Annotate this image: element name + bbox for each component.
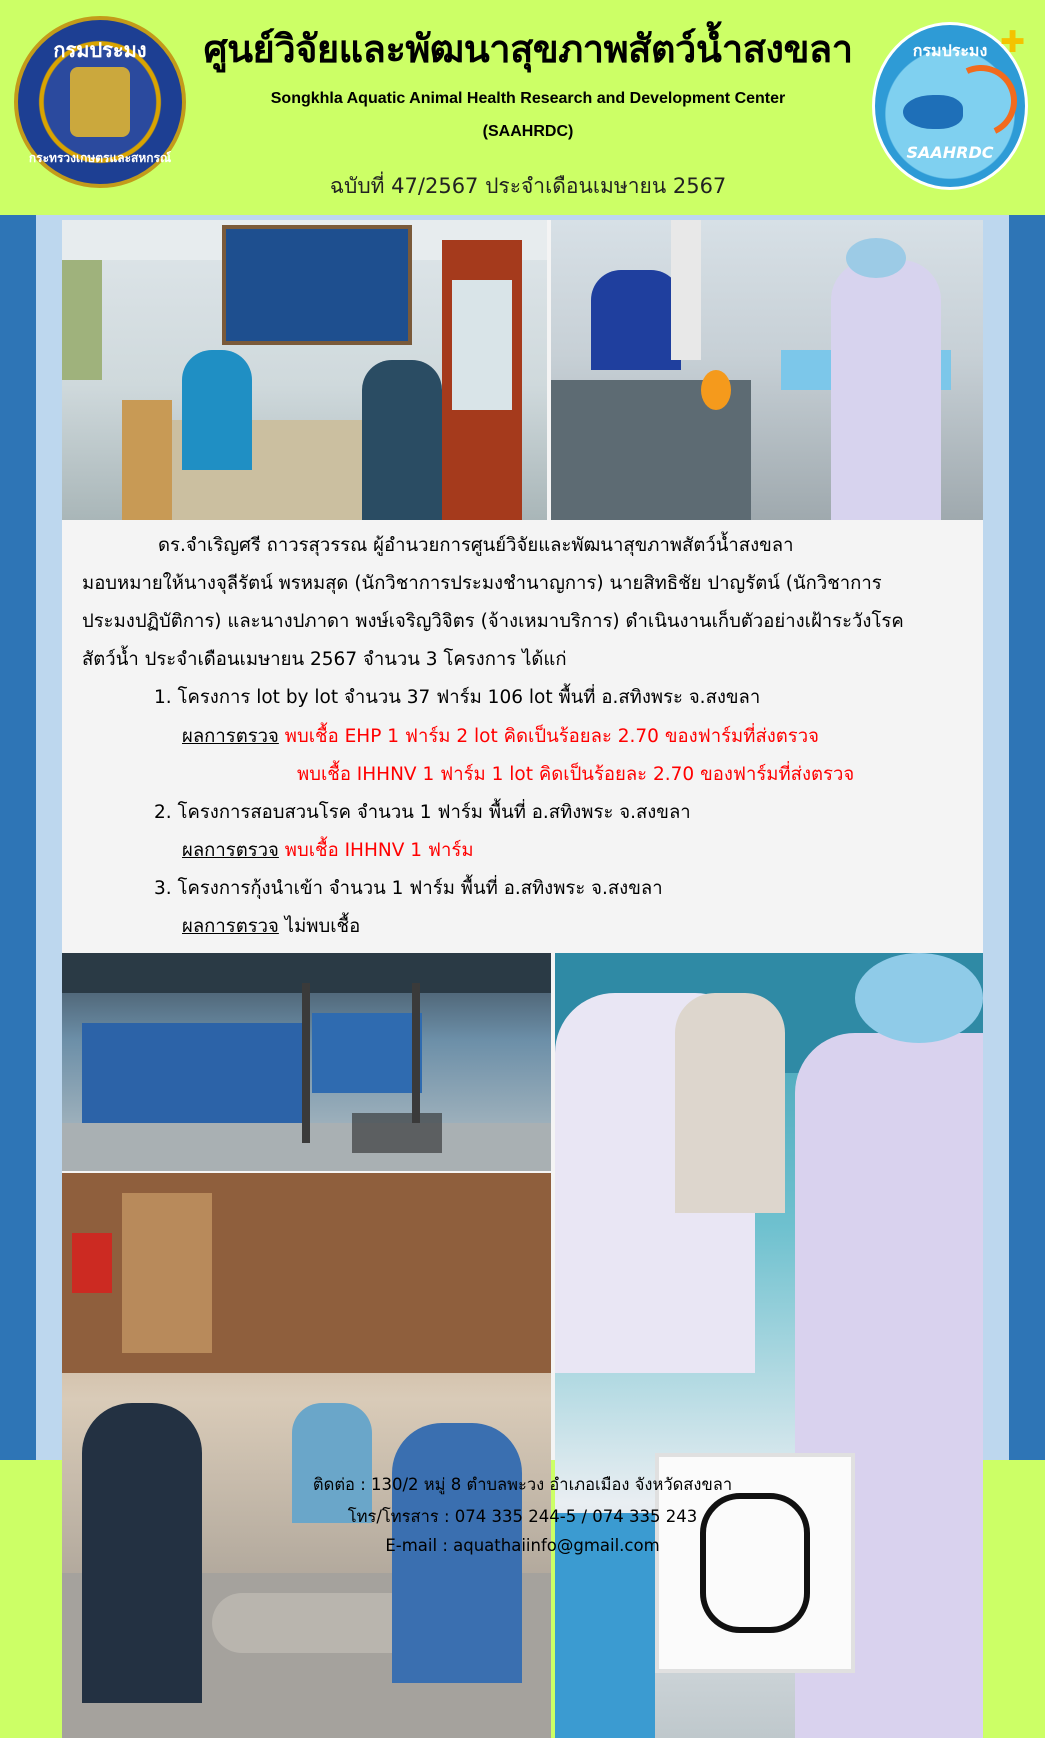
paragraph-line-3: ประมงปฏิบัติการ) และนางปภาดา พงษ์เจริญวิจิตร (จ้างเหมาบริการ) ดำเนินงานเก็บตัวอย่างเฝ้าระวังโรค bbox=[82, 611, 904, 632]
page-title-thai: ศูนย์วิจัยและพัฒนาสุขภาพสัตว์น้ำสงขลา bbox=[203, 26, 853, 71]
result-label: ผลการตรวจ bbox=[182, 840, 279, 861]
logo-left-bottom-text: กระทรวงเกษตรและสหกรณ์ bbox=[28, 151, 172, 165]
photo-sample-collection bbox=[555, 953, 983, 1738]
paragraph-line-4: สัตว์น้ำ ประจำเดือนเมษายน 2567 จำนวน 3 โครงการ ได้แก่ bbox=[82, 649, 567, 670]
footer-address: ติดต่อ : 130/2 หมู่ 8 ตำบลพะวง อำเภอเมือง จังหวัดสงขลา bbox=[312, 1475, 733, 1494]
header bbox=[0, 0, 1045, 215]
result-label: ผลการตรวจ bbox=[182, 916, 279, 937]
result-ihhnv: พบเชื้อ IHHNV 1 ฟาร์ม 1 lot คิดเป็นร้อยละ 2.70 ของฟาร์มที่ส่งตรวจ bbox=[297, 764, 855, 785]
footer-phone: โทร/โทรสาร : 074 335 244-5 / 074 335 243 bbox=[347, 1507, 698, 1526]
project-item-1-result bbox=[182, 721, 819, 752]
department-of-fisheries-logo bbox=[14, 16, 186, 188]
page-title-abbreviation: (SAAHRDC) bbox=[482, 123, 574, 140]
left-inner-border bbox=[36, 215, 62, 1460]
logo-right-top-text: กรมประมง bbox=[912, 41, 988, 60]
right-border bbox=[1009, 215, 1045, 1460]
result-ihhnv-investigation: พบเชื้อ IHHNV 1 ฟาร์ม bbox=[284, 840, 474, 861]
photo-lab-tanks bbox=[551, 220, 983, 520]
paragraph-line-2: มอบหมายให้นางจุลีรัตน์ พรหมสุด (นักวิชาการประมงชำนาญการ) นายสิทธิชัย ปาญรัตน์ (นักวิชาการ bbox=[82, 573, 882, 594]
logo-left-top-text: กรมประมง bbox=[53, 38, 147, 62]
plus-icon: ✚ bbox=[1000, 25, 1026, 60]
project-item-3: 3. โครงการกุ้งนำเข้า จำนวน 1 ฟาร์ม พื้นที่ อ.สทิงพระ จ.สงขลา bbox=[154, 878, 663, 899]
project-item-2: 2. โครงการสอบสวนโรค จำนวน 1 ฟาร์ม พื้นที่ อ.สทิงพระ จ.สงขลา bbox=[154, 802, 691, 823]
paragraph-line-1: ดร.จำเริญศรี ถาวรสุวรรณ ผู้อำนวยการศูนย์วิจัยและพัฒนาสุขภาพสัตว์น้ำสงขลา bbox=[158, 535, 794, 556]
project-item-2-result bbox=[182, 835, 474, 866]
left-border bbox=[0, 215, 36, 1460]
logo-right-name: SAAHRDC bbox=[906, 143, 994, 162]
project-item-3-result bbox=[182, 911, 360, 942]
photo-office-meeting bbox=[62, 220, 547, 520]
emblem-icon bbox=[70, 67, 130, 137]
result-label: ผลการตรวจ bbox=[182, 726, 279, 747]
result-ehp: พบเชื้อ EHP 1 ฟาร์ม 2 lot คิดเป็นร้อยละ 2.70 ของฟาร์มที่ส่งตรวจ bbox=[284, 726, 819, 747]
project-item-1: 1. โครงการ lot by lot จำนวน 37 ฟาร์ม 106 lot พื้นที่ อ.สทิงพระ จ.สงขลา bbox=[154, 687, 761, 708]
photo-farmer-interview bbox=[62, 1173, 551, 1738]
right-inner-border bbox=[983, 215, 1009, 1460]
result-not-found: ไม่พบเชื้อ bbox=[284, 916, 361, 937]
saahrdc-logo bbox=[866, 10, 1032, 200]
footer-email[interactable]: E-mail : aquathaiinfo@gmail.com bbox=[385, 1536, 660, 1555]
issue-number: ฉบับที่ 47/2567 ประจำเดือนเมษายน 2567 bbox=[329, 174, 727, 198]
photo-farm-tanks bbox=[62, 953, 551, 1171]
fish-icon bbox=[903, 95, 963, 129]
page-title-english: Songkhla Aquatic Animal Health Research and Development Center bbox=[270, 90, 786, 107]
